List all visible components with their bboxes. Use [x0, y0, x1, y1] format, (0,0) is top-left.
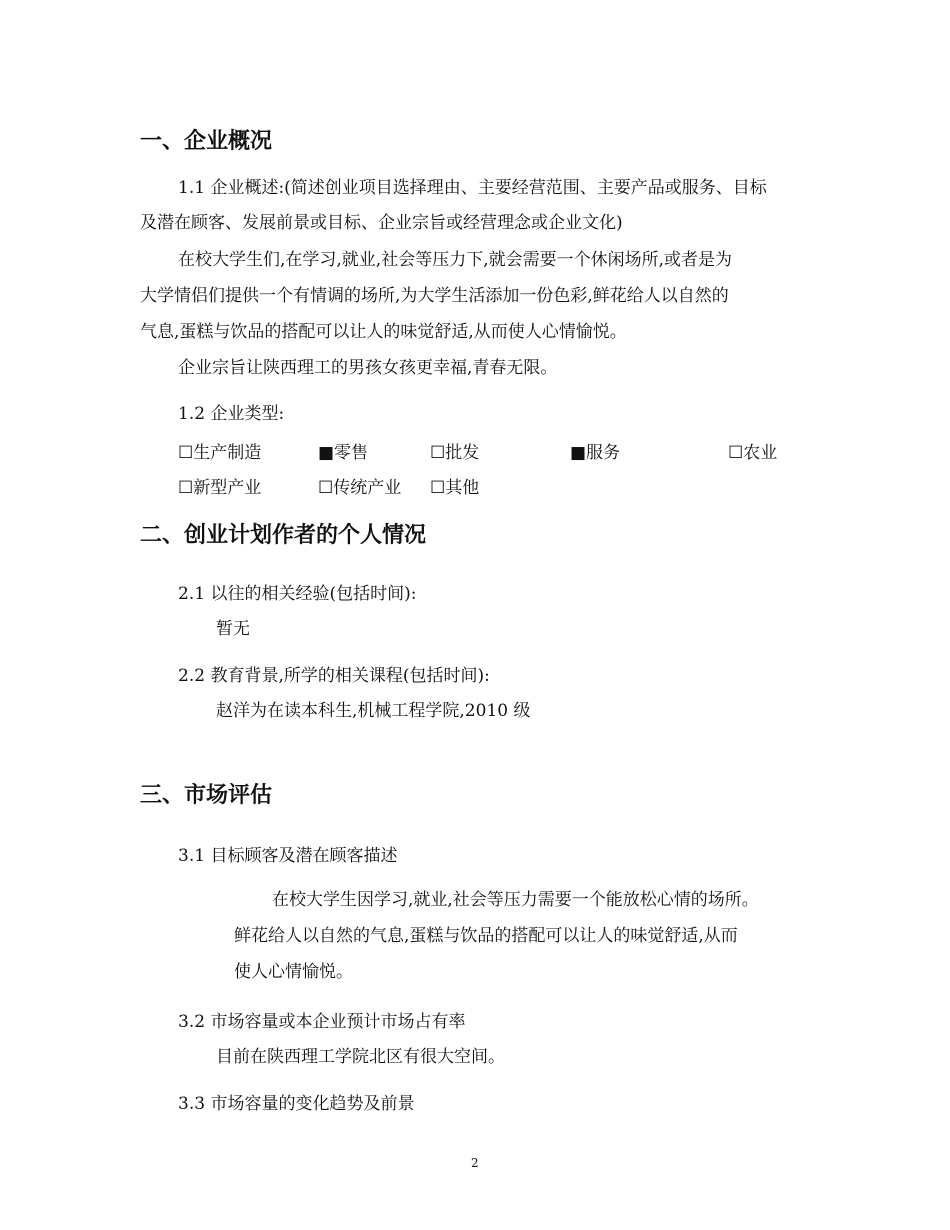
section-2-2-label: 2.2 教育背景,所学的相关课程(包括时间): [178, 666, 490, 686]
section-3-2-value: 目前在陕西理工学院北区有很大空间。 [216, 1047, 505, 1067]
section-3-1-label: 3.1 目标顾客及潜在顾客描述 [178, 846, 398, 866]
type-option-new-industry: ☐新型产业 [178, 478, 262, 498]
section-1-2-label: 1.2 企业类型: [178, 404, 285, 424]
section-2-2-value: 赵洋为在读本科生,机械工程学院,2010 级 [216, 701, 531, 721]
type-option-other: ☐其他 [430, 478, 480, 498]
paragraph-2: 企业宗旨让陕西理工的男孩女孩更幸福,青春无限。 [178, 358, 558, 378]
section-3-heading: 三、市场评估 [140, 783, 273, 808]
type-option-service: ■服务 [570, 443, 621, 463]
section-2-1-label: 2.1 以往的相关经验(包括时间): [178, 584, 417, 604]
type-option-manufacturing: ☐生产制造 [178, 443, 262, 463]
section-2-heading: 二、创业计划作者的个人情况 [140, 523, 427, 548]
type-option-traditional-industry: ☐传统产业 [318, 478, 402, 498]
page-number: 2 [471, 1156, 479, 1170]
paragraph-1-line1: 在校大学生们,在学习,就业,社会等压力下,就会需要一个休闲场所,或者是为 [178, 250, 733, 270]
section-3-2-label: 3.2 市场容量或本企业预计市场占有率 [178, 1012, 466, 1032]
section-2-1-value: 暂无 [216, 619, 250, 639]
section-3-3-label: 3.3 市场容量的变化趋势及前景 [178, 1094, 415, 1114]
section-3-1-line2: 鲜花给人以自然的气息,蛋糕与饮品的搭配可以让人的味觉舒适,从而 [234, 926, 738, 946]
section-3-1-line3: 使人心情愉悦。 [234, 962, 353, 982]
paragraph-1-line2: 大学情侣们提供一个有情调的场所,为大学生活添加一份色彩,鲜花给人以自然的 [140, 286, 729, 306]
section-3-1-line1: 在校大学生因学习,就业,社会等压力需要一个能放松心情的场所。 [272, 890, 759, 910]
section-1-1-line1: 1.1 企业概述:(简述创业项目选择理由、主要经营范围、主要产品或服务、目标 [178, 178, 767, 198]
paragraph-1-line3: 气息,蛋糕与饮品的搭配可以让人的味觉舒适,从而使人心情愉悦。 [140, 322, 627, 342]
section-1-heading: 一、企业概况 [140, 129, 273, 154]
section-1-1-line2: 及潜在顾客、发展前景或目标、企业宗旨或经营理念或企业文化) [140, 213, 623, 233]
type-option-wholesale: ☐批发 [430, 443, 480, 463]
type-option-agriculture: ☐农业 [728, 443, 778, 463]
type-option-retail: ■零售 [318, 443, 369, 463]
